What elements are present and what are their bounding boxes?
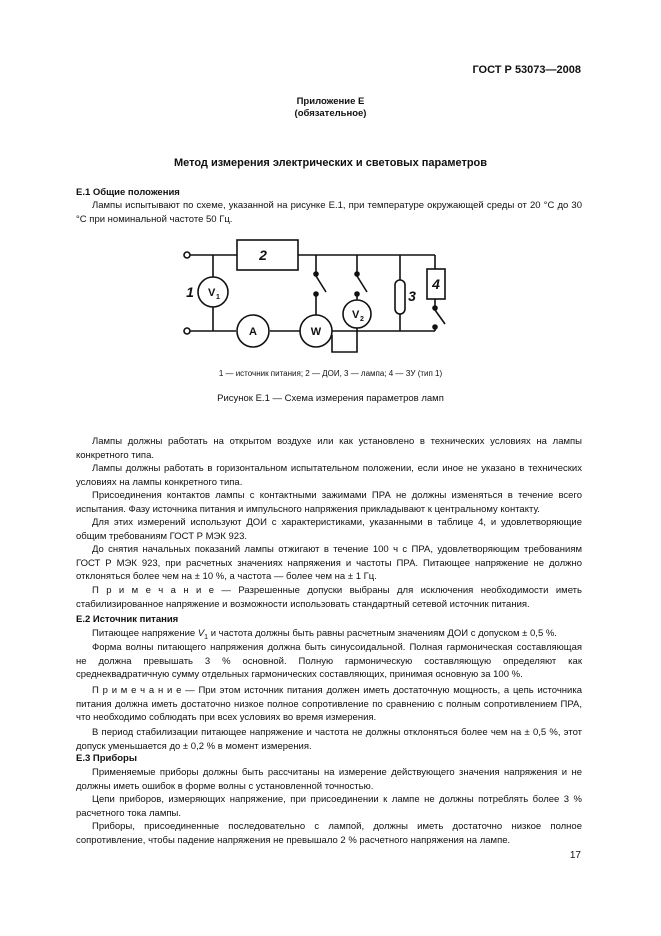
section-e3-paragraph-3: Приборы, присоединенные последовательно с лампой, должны иметь достаточно низкое полное сопротивление, чтобы падение напряжения не превышало 2 % расчетного напряжения на лампе.	[76, 821, 582, 846]
e2-p1-var: V	[197, 628, 205, 639]
section-e1-paragraph: Лампы испытывают по схеме, указанной на рисунке Е.1, при температуре окружающей среды от 20 °С до 30 °С при номинальной частоте 50 Гц.	[76, 200, 582, 225]
body-paragraph-3: Присоединения контактов лампы с контактными зажимами ПРА не должны изменяться в течение всего испытания. Фазу источника питания и импульсного напряжения прикладывают к центральному контакту.	[76, 490, 582, 515]
label-ammeter: A	[249, 326, 257, 338]
label-v1: V	[208, 287, 216, 299]
section-e1-heading: Е.1 Общие положения	[76, 187, 180, 198]
body-paragraph-1: Лампы должны работать на открытом воздухе или как установлено в технических условиях на лампы конкретного типа.	[76, 436, 582, 461]
section-e2-note: П р и м е ч а н и е — При этом источник питания должен иметь достаточную мощность, а цепь источника питания должна иметь достаточно низкое полное сопротивление по сравнению с полным сопротивлением ПРА, что необходимо соблюдать при всех условиях во время измерения.	[76, 685, 582, 724]
appendix-title: Приложение Е	[296, 96, 365, 107]
label-doi: 2	[259, 247, 267, 263]
circuit-diagram	[170, 236, 460, 366]
section-e3-heading: Е.3 Приборы	[76, 753, 137, 764]
section-e3-paragraph-1: Применяемые приборы должны быть рассчитаны на измерение действующего значения напряжения и не должны иметь ошибок в форме волны с установленной точностью.	[76, 767, 582, 792]
section-e3-paragraph-2: Цепи приборов, измеряющих напряжение, при присоединении к лампе не должны потреблять более 3 % расчетного тока лампы.	[76, 794, 582, 819]
standard-number: ГОСТ Р 53073—2008	[472, 64, 581, 76]
main-title: Метод измерения электрических и световых параметров	[173, 157, 488, 169]
terminal-bottom	[184, 328, 190, 334]
body-paragraph-4: Для этих измерений используют ДОИ с характеристиками, указанными в таблице 4, и удовлетворяющие общим требованиям ГОСТ Р МЭК 923.	[76, 517, 582, 542]
note-1: П р и м е ч а н и е — Разрешенные допуски выбраны для исключения необходимости иметь стабилизированное напряжение и возможности использовать стандартный сетевой источник питания.	[76, 585, 582, 610]
label-v2-sub: 2	[360, 316, 364, 323]
e2-p1-text-b: и частота должны быть равны расчетным значениям ДОИ с допуском ± 0,5 %.	[208, 628, 557, 639]
figure-legend: 1 — источник питания; 2 — ДОИ, 3 — лампа; 4 — ЗУ (тип 1)	[218, 369, 443, 378]
section-e2-paragraph-3: В период стабилизации питающее напряжение и частота не должны отклоняться более чем на ± 0,5 %, этот допуск уменьшается до ± 0,2 % в момент измерения.	[76, 727, 582, 752]
figure-caption: Рисунок Е.1 — Схема измерения параметров ламп	[217, 393, 444, 404]
label-v1-sub: 1	[216, 294, 220, 301]
terminal-top	[184, 252, 190, 258]
e2-p1-text-a: Питающее напряжение	[92, 628, 198, 639]
label-v2: V	[352, 309, 360, 321]
page-number: 17	[569, 850, 581, 861]
body-paragraph-2: Лампы должны работать в горизонтальном испытательном положении, если иное не указано в технических условиях на лампы конкретного типа.	[76, 463, 582, 488]
label-wattmeter: W	[310, 326, 322, 338]
label-lamp: 3	[408, 288, 416, 304]
doi-box	[237, 240, 298, 270]
label-source: 1	[186, 284, 194, 300]
appendix-header	[0, 96, 661, 120]
e2-p1-sub: 1	[204, 633, 209, 641]
body-paragraph-5: До снятия начальных показаний лампы отжигают в течение 100 ч с ПРА, удовлетворяющим требованиям ГОСТ Р МЭК 923, при расчетных значениях напряжения и частоты ПРА. Питающее напряжение не должно отклоняться более чем на ± 10 %, а частота — более чем на ± 1 Гц.	[76, 544, 582, 583]
lamp	[395, 280, 405, 314]
section-e2-heading: Е.2 Источник питания	[76, 614, 179, 625]
section-e2-paragraph-2: Форма волны питающего напряжения должна быть синусоидальной. Полная гармоническая составляющая не должна превышать 3 % основной. Полную гармоническую составляющую определяют как среднеквадратичную сумму отдельных гармонических составляющих, принимая основную за 100 %.	[76, 642, 582, 681]
label-starter: 4	[432, 276, 440, 292]
appendix-subtitle: (обязательное)	[294, 108, 367, 119]
